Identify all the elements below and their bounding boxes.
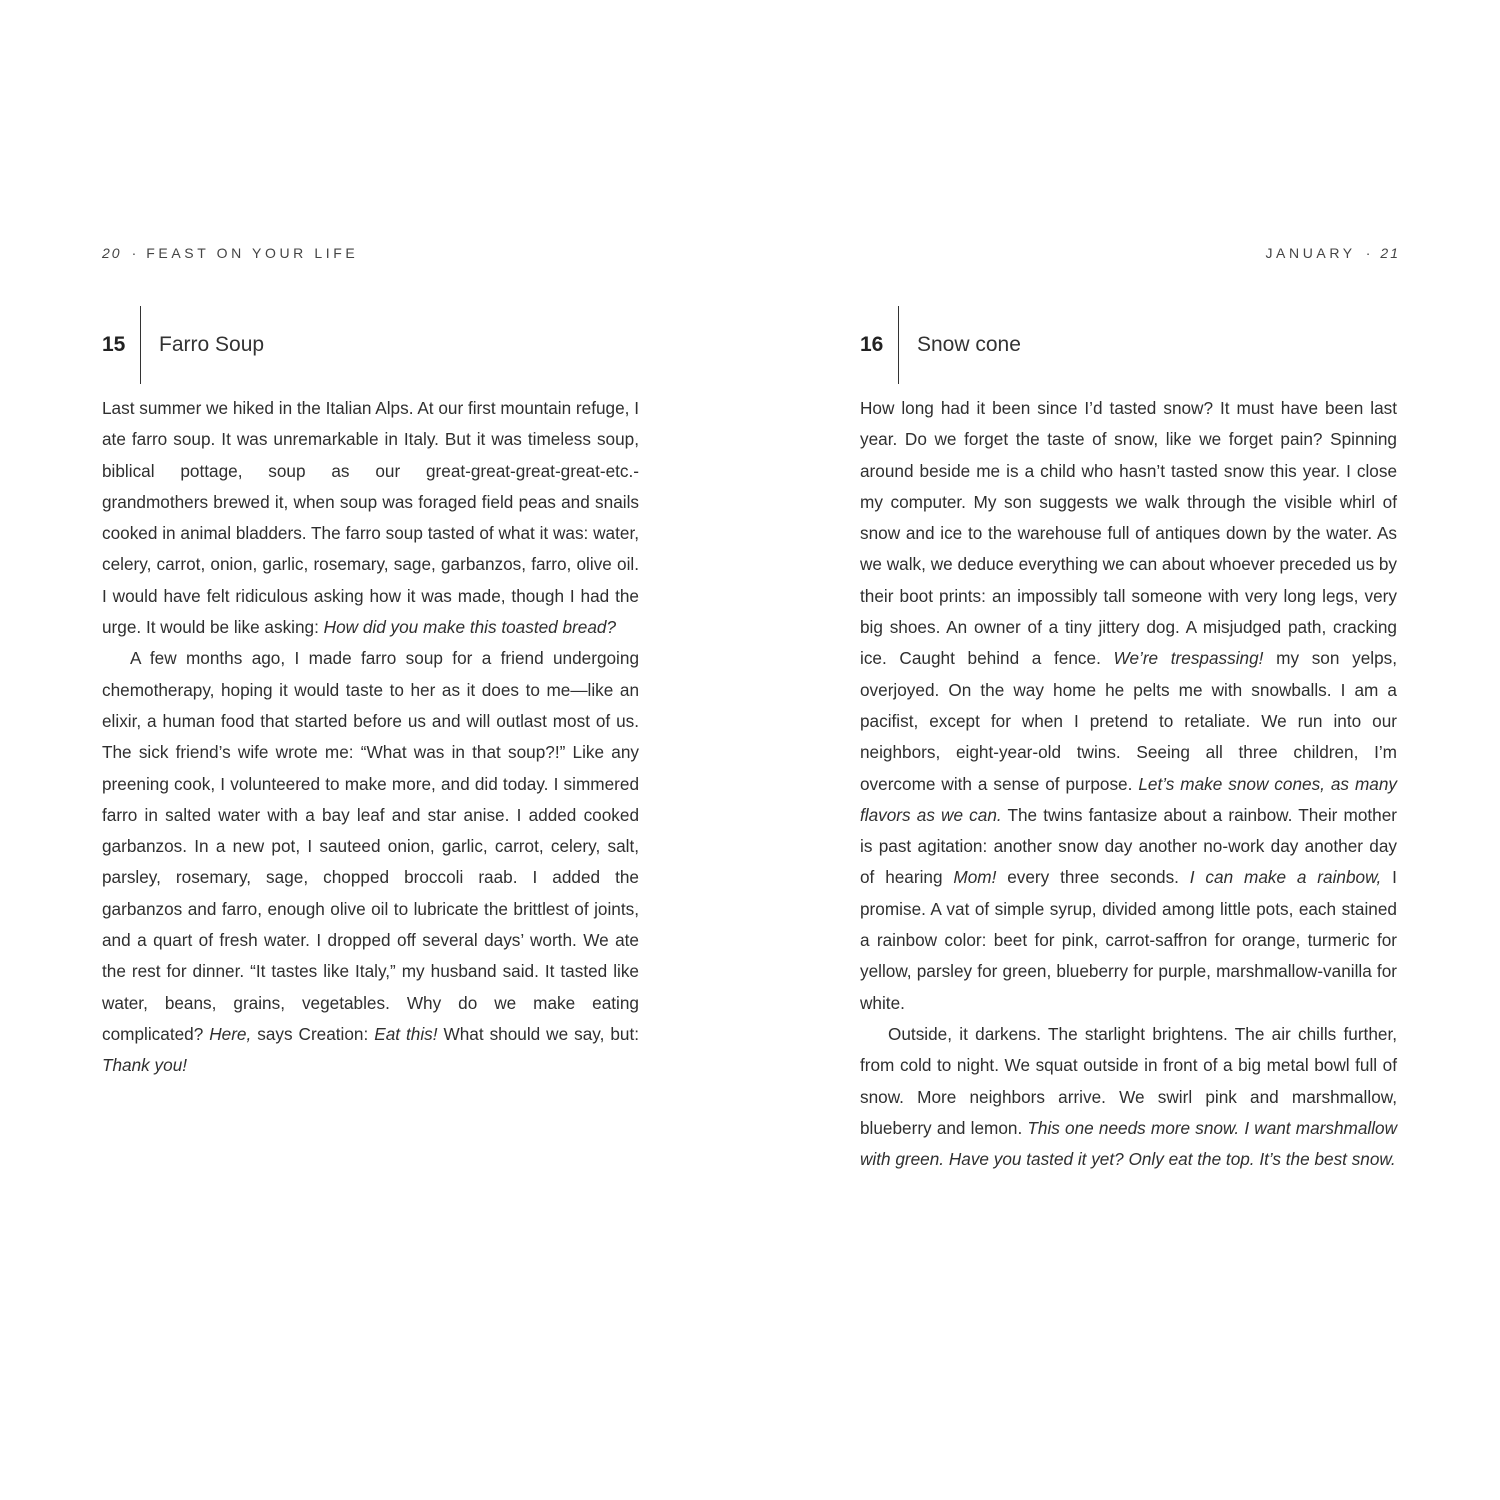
paragraph — [860, 1019, 1397, 1175]
text-run: What should we say, but: — [437, 1023, 639, 1044]
left-page — [102, 0, 642, 1500]
text-run: my son yelps, overjoyed. On the way home he pelts me with snowballs. I am a pacifist, except for when I pretend to retaliate. We run into our neighbors, eight-year-old twins. Seeing all three children, I’m overcome with a sense of purpose. — [860, 648, 1397, 794]
entry-number: 16 — [860, 333, 884, 356]
page-number-right: 21 — [1380, 245, 1400, 261]
italic-text: How did you make this toasted bread? — [323, 617, 617, 638]
italic-text: I can make a rainbow, — [1189, 867, 1382, 888]
text-run: Outside, it darkens. The starlight brightens. The air chills further, from cold to night. We squat outside in front of a big metal bowl full of snow. More neighbors arrive. We swirl pink and marshmallow, blueberry and lemon. — [860, 1023, 1397, 1138]
entry-title: Farro Soup — [159, 333, 265, 356]
italic-text: We’re trespassing! — [1113, 648, 1264, 669]
right-page — [860, 0, 1400, 1500]
italic-text: Mom! — [953, 867, 997, 888]
entry-number: 15 — [102, 333, 126, 356]
text-run: I promise. A vat of simple syrup, divided among little pots, each stained a rainbow color: beet for pink, carrot-saffron for orange, turmeric for yellow, parsley for green, blueberry for purple, marshmallow-vanilla for white. — [860, 867, 1397, 1013]
italic-text: Eat this! — [374, 1023, 438, 1044]
page-number-left: 20 — [102, 245, 122, 261]
italic-text: Let’s make snow cones, as many flavors as we can. — [860, 773, 1397, 825]
running-title-left: FEAST ON YOUR LIFE — [146, 245, 359, 261]
text-run: says Creation: — [251, 1023, 375, 1044]
text-run: How long had it been since I’d tasted snow? It must have been last year. Do we forget the taste of snow, like we forget pain? Spinning around beside me is a child who hasn’t tasted snow this year. I close my computer. My son suggests we walk through the visible whirl of snow and ice to the warehouse full of antiques down by the water. As we walk, we deduce everything we can about whoever preceded us by their boot prints: an impossibly tall someone with very long legs, very big shoes. An owner of a tiny jittery dog. A misjudged path, cracking ice. Caught behind a fence. — [860, 398, 1397, 669]
running-title-right: JANUARY — [1265, 245, 1356, 261]
running-head-right — [860, 245, 1400, 261]
entry-heading-left — [102, 306, 264, 384]
text-run: The twins fantasize about a rainbow. Their mother is past agitation: another snow day another no-work day another day of hearing — [860, 804, 1397, 888]
text-run: Last summer we hiked in the Italian Alps. At our first mountain refuge, I ate farro soup. It was unremarkable in Italy. But it was timeless soup, biblical pottage, soup as our great-great-great-great-etc.-grandmothers brewed it, when soup was foraged field peas and snails cooked in animal bladders. The farro soup tasted of what it was: water, celery, carrot, onion, garlic, rosemary, sage, garbanzos, farro, olive oil. I would have felt ridiculous asking how it was made, though I had the urge. It would be like asking: — [102, 398, 639, 638]
separator-dot: · — [131, 245, 137, 261]
italic-text: Here, — [209, 1023, 252, 1044]
italic-text: Thank you! — [102, 1055, 188, 1076]
paragraph — [860, 393, 1397, 1019]
paragraph — [102, 643, 639, 1081]
vertical-rule — [140, 306, 141, 384]
running-head-left — [102, 245, 642, 261]
vertical-rule — [898, 306, 899, 384]
text-run: every three seconds. — [996, 867, 1190, 888]
entry-heading-right — [860, 306, 1021, 384]
paragraph — [102, 393, 639, 643]
italic-text: This one needs more snow. I want marshmallow with green. Have you tasted it yet? Only eat the top. It’s the best snow. — [860, 1117, 1397, 1170]
separator-dot: · — [1365, 245, 1371, 261]
entry-body-right — [860, 393, 1397, 1175]
entry-body-left — [102, 393, 639, 1082]
text-run: A few months ago, I made farro soup for a friend undergoing chemotherapy, hoping it would taste to her as it does to me—like an elixir, a human food that started before us and will outlast most of us. The sick friend’s wife wrote me: “What was in that soup?!” Like any preening cook, I volunteered to make more, and did today. I simmered farro in salted water with a bay leaf and star anise. I added cooked garbanzos. In a new pot, I sauteed onion, garlic, carrot, celery, salt, parsley, rosemary, sage, chopped broccoli raab. I added the garbanzos and farro, enough olive oil to lubricate the brittlest of joints, and a quart of fresh water. I dropped off several days’ worth. We ate the rest for dinner. “It tastes like Italy,” my husband said. It tasted like water, beans, grains, vegetables. Why do we make eating complicated? — [102, 648, 639, 1044]
entry-title: Snow cone — [917, 333, 1021, 356]
